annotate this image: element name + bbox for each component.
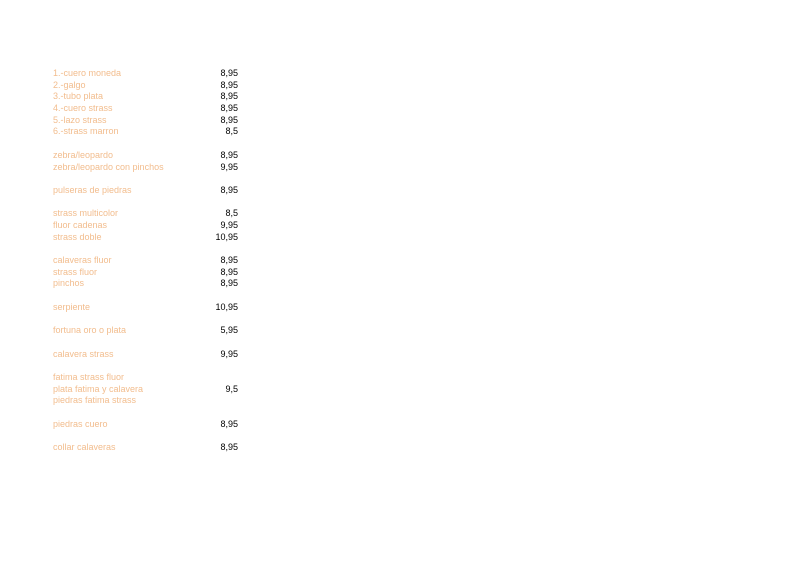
product-price: 8,95 (220, 149, 238, 160)
product-name: calaveras fluor (53, 255, 112, 265)
price-row (53, 278, 238, 290)
price-row (53, 103, 238, 115)
product-price: 8,5 (225, 126, 238, 137)
price-row (53, 349, 238, 361)
row-spacer (53, 197, 238, 209)
price-row (53, 150, 238, 162)
row-spacer (53, 138, 238, 150)
product-name: 3.-tubo plata (53, 91, 104, 102)
product-price: 8,95 (220, 442, 238, 452)
product-price: 9,5 (225, 383, 238, 394)
product-name: fluor cadenas (53, 219, 108, 230)
row-spacer (53, 313, 238, 325)
row-spacer (53, 430, 238, 442)
product-price: 8,95 (220, 103, 238, 114)
price-row (53, 255, 238, 267)
product-price: 9,95 (220, 161, 238, 172)
product-name: 6.-strass marron (53, 126, 119, 137)
product-name: strass doble (53, 231, 102, 242)
row-spacer (53, 290, 238, 302)
price-row (53, 395, 238, 407)
product-price: 9,95 (220, 348, 238, 359)
product-price: 8,5 (225, 208, 238, 219)
product-price: 8,95 (220, 418, 238, 429)
product-name: fatima strass fluor (53, 371, 125, 382)
product-name: 4.-cuero strass (53, 103, 113, 114)
price-row (53, 185, 238, 197)
row-spacer (53, 360, 238, 372)
product-price: 9,95 (220, 219, 238, 230)
row-spacer (53, 173, 238, 185)
product-name: 5.-lazo strass (53, 114, 107, 125)
product-name: plata fatima y calavera (53, 383, 144, 394)
product-name: fortuna oro o plata (53, 325, 127, 336)
product-price: 10,95 (215, 301, 238, 312)
price-row (53, 68, 238, 80)
product-price: 5,95 (220, 325, 238, 336)
price-row (53, 384, 238, 396)
product-price: 10,95 (215, 231, 238, 242)
price-row (53, 419, 238, 431)
product-price: 8,95 (220, 79, 238, 90)
product-name: strass fluor (53, 266, 98, 277)
product-name: piedras fatima strass (53, 395, 137, 406)
price-row (53, 232, 238, 244)
price-row (53, 442, 238, 454)
product-name: zebra/leopardo con pinchos (53, 161, 164, 172)
product-price: 8,95 (220, 91, 238, 102)
price-row (53, 126, 238, 138)
product-price: 8,95 (220, 184, 238, 195)
product-name: pinchos (53, 278, 85, 289)
product-name: piedras cuero (53, 418, 108, 429)
price-row (53, 302, 238, 314)
price-row (53, 208, 238, 220)
price-row (53, 220, 238, 232)
product-price: 8,95 (220, 266, 238, 277)
price-row (53, 91, 238, 103)
product-price: 8,95 (220, 255, 238, 265)
price-list (53, 68, 238, 454)
product-name: zebra/leopardo (53, 149, 114, 160)
product-price: 8,95 (220, 278, 238, 289)
product-name: 1.-cuero moneda (53, 68, 122, 78)
row-spacer (53, 243, 238, 255)
price-row (53, 162, 238, 174)
product-price: 8,95 (220, 68, 238, 78)
product-name: serpiente (53, 301, 91, 312)
row-spacer (53, 337, 238, 349)
product-name: strass multicolor (53, 208, 119, 219)
product-name: collar calaveras (53, 442, 116, 452)
product-price: 8,95 (220, 114, 238, 125)
price-row (53, 325, 238, 337)
product-name: pulseras de piedras (53, 184, 132, 195)
row-spacer (53, 407, 238, 419)
price-row (53, 372, 238, 384)
price-row (53, 267, 238, 279)
price-row (53, 80, 238, 92)
product-name: calavera strass (53, 348, 114, 359)
price-row (53, 115, 238, 127)
product-name: 2.-galgo (53, 79, 86, 90)
